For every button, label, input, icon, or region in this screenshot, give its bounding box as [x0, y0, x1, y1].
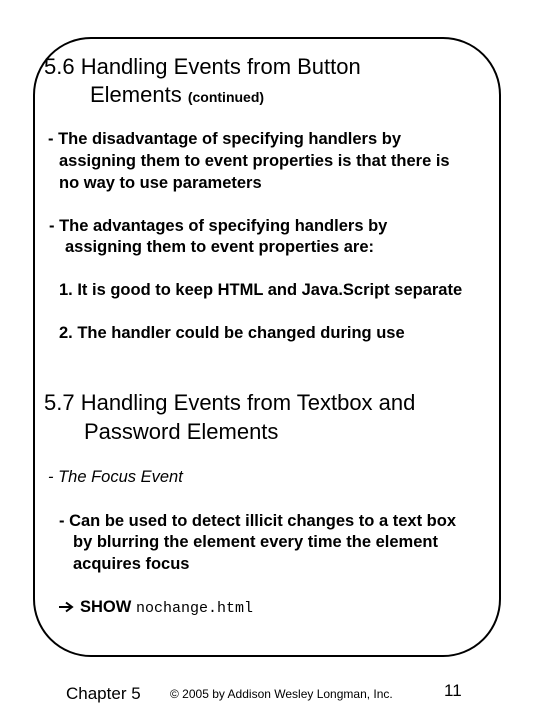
section-title-5-7: 5.7 Handling Events from Textbox and [44, 390, 416, 415]
focus-line1: - Can be used to detect illicit changes to a text box [59, 512, 456, 530]
list-item: 1. It is good to keep HTML and Java.Script separate [59, 281, 463, 299]
focus-line3: acquires focus [73, 555, 190, 573]
para1-line3: no way to use parameters [59, 174, 262, 192]
para1-line1: - The disadvantage of specifying handlers by [48, 130, 401, 148]
right-arrow-icon [58, 601, 74, 613]
list-item: 2. The handler could be changed during use [59, 324, 405, 342]
para1-line2: assigning them to event properties is that there is [59, 152, 450, 170]
focus-event-heading: - The Focus Event [48, 468, 183, 486]
section-title-5-6-line2: Elements (continued) [90, 82, 265, 107]
focus-line2: by blurring the element every time the element [73, 533, 438, 551]
section-title-5-7-line2: Password Elements [84, 419, 279, 444]
show-line [58, 597, 253, 620]
para2-line2: assigning them to event properties are: [65, 238, 374, 256]
show-label: SHOW [80, 598, 132, 616]
footer-copyright: © 2005 by Addison Wesley Longman, Inc. [170, 687, 393, 701]
page-number: 11 [444, 681, 462, 700]
para2-line1: - The advantages of specifying handlers by [49, 217, 388, 235]
footer-chapter: Chapter 5 [66, 684, 141, 703]
section-title-5-6: 5.6 Handling Events from Button [44, 54, 361, 79]
show-filename: nochange.html [135, 600, 253, 617]
continued-label: (continued) [187, 89, 265, 105]
